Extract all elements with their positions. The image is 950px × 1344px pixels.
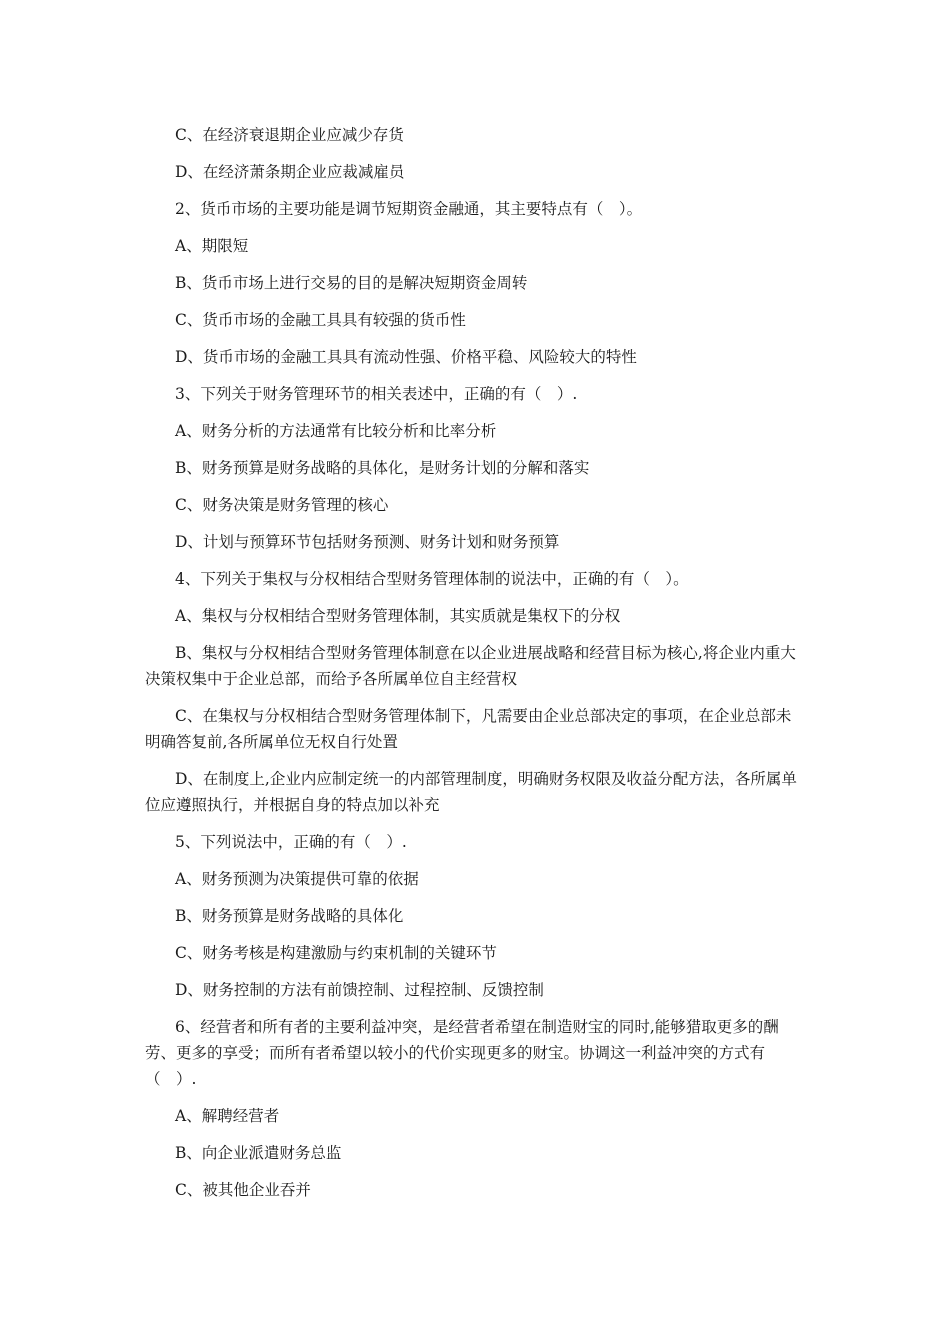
q3-option-c: C、财务决策是财务管理的核心 — [175, 496, 389, 514]
q6-option-a: A、解聘经营者 — [175, 1107, 280, 1125]
q4-option-d: D、在制度上,企业内应制定统一的内部管理制度，明确财务权限及收益分配方法，各所属单位应遵照执行，并根据自身的特点加以补充 — [145, 770, 797, 814]
q5-option-b: B、财务预算是财务战略的具体化 — [175, 907, 404, 925]
q4-option-c: C、在集权与分权相结合型财务管理体制下，凡需要由企业总部决定的事项，在企业总部未明确答复前,各所属单位无权自行处置 — [145, 707, 792, 751]
question-5: 5、下列说法中，正确的有（ ）. — [175, 833, 407, 851]
q3-option-b: B、财务预算是财务战略的具体化，是财务计划的分解和落实 — [175, 459, 590, 477]
document-body — [145, 122, 805, 1214]
option-c-inventory: C、在经济衰退期企业应减少存货 — [175, 126, 404, 144]
q5-option-c: C、财务考核是构建激励与约束机制的关键环节 — [175, 944, 497, 962]
option-d-layoff: D、在经济萧条期企业应裁减雇员 — [175, 163, 405, 181]
q5-option-a: A、财务预测为决策提供可靠的依据 — [175, 870, 419, 888]
q6-option-b: B、向企业派遣财务总监 — [175, 1144, 342, 1162]
q5-option-d: D、财务控制的方法有前馈控制、过程控制、反馈控制 — [175, 981, 544, 999]
q6-option-c: C、被其他企业吞并 — [175, 1181, 311, 1199]
question-4: 4、下列关于集权与分权相结合型财务管理体制的说法中，正确的有（ ）。 — [175, 570, 689, 588]
question-3: 3、下列关于财务管理环节的相关表述中，正确的有（ ）. — [175, 385, 578, 403]
q2-option-d: D、货币市场的金融工具具有流动性强、价格平稳、风险较大的特性 — [175, 348, 637, 366]
q4-option-b: B、集权与分权相结合型财务管理体制意在以企业进展战略和经营目标为核心,将企业内重大决策权集中于企业总部，而给予各所属单位自主经营权 — [145, 644, 796, 688]
question-2: 2、货币市场的主要功能是调节短期资金融通，其主要特点有（ ）。 — [175, 200, 643, 218]
q2-option-c: C、货币市场的金融工具具有较强的货币性 — [175, 311, 466, 329]
q3-option-a: A、财务分析的方法通常有比较分析和比率分析 — [175, 422, 497, 440]
q4-option-a: A、集权与分权相结合型财务管理体制，其实质就是集权下的分权 — [175, 607, 621, 625]
question-6: 6、经营者和所有者的主要利益冲突，是经营者希望在制造财宝的同时,能够猎取更多的酬劳、更多的享受；而所有者希望以较小的代价实现更多的财宝。协调这一利益冲突的方式有（ ）. — [145, 1018, 779, 1088]
q2-option-a: A、期限短 — [175, 237, 249, 255]
q3-option-d: D、计划与预算环节包括财务预测、财务计划和财务预算 — [175, 533, 560, 551]
q2-option-b: B、货币市场上进行交易的目的是解决短期资金周转 — [175, 274, 528, 292]
